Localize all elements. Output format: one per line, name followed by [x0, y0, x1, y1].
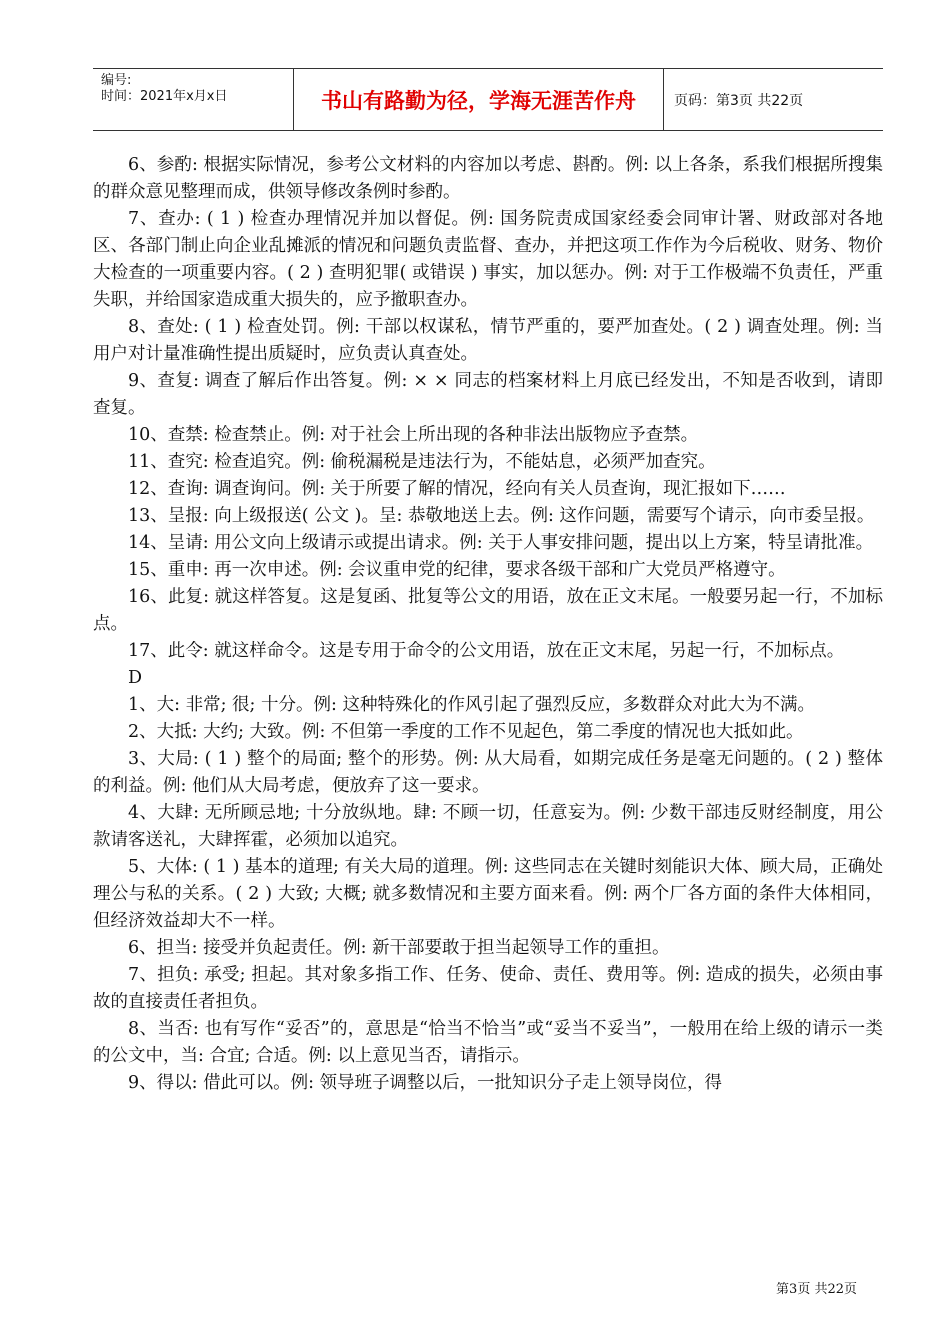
paragraph: 16、此复: 就这样答复。这是复函、批复等公文的用语，放在正文末尾。一般要另起一行，不加标点。 [93, 587, 883, 634]
motto: 书山有路勤为径，学海无涯苦作舟 [321, 88, 636, 113]
header-page-cell [664, 69, 883, 130]
page-label: 页码：第3页 共22页 [674, 92, 804, 109]
paragraph: 10、查禁: 检查禁止。例: 对于社会上所出现的各种非法出版物应予查禁。 [128, 425, 699, 445]
paragraph: 1、大: 非常; 很; 十分。例: 这种特殊化的作风引起了强烈反应，多数群众对此大为不满。 [128, 695, 815, 715]
paragraph: 6、参酌: 根据实际情况，参考公文材料的内容加以考虑、斟酌。例: 以上各条，系我们根据所搜集的群众意见整理而成，供领导修改条例时参酌。 [93, 155, 883, 202]
paragraph: 7、查办: ( 1 ) 检查办理情况并加以督促。例: 国务院责成国家经委会同审计署、财政部对各地区、各部门制止向企业乱摊派的情况和问题负责监督、查办，并把这项工作作为今后税收、财务、物价大检查的一项重要内容。( 2 ) 查明犯罪( 或错误 ) 事实，加以惩办。例: 对于工作极端不负责任，严重失职，并给国家造成重大损失的，应予撤职查办。 [93, 209, 883, 310]
header-meta [93, 69, 294, 130]
paragraph: 9、查复: 调查了解后作出答复。例: × × 同志的档案材料上月底已经发出，不知是否收到，请即查复。 [93, 371, 883, 418]
code-label: 编号: [101, 73, 132, 88]
paragraph: 4、大肆: 无所顾忌地; 十分放纵地。肆: 不顾一切，任意妄为。例: 少数干部违反财经制度，用公款请客送礼，大肆挥霍，必须加以追究。 [93, 803, 883, 850]
paragraph: 12、查询: 调查询问。例: 关于所要了解的情况，经向有关人员查询，现汇报如下…… [128, 479, 786, 499]
page-footer: 第3页 共22页 [776, 1282, 857, 1297]
paragraph: 6、担当: 接受并负起责任。例: 新干部要敢于担当起领导工作的重担。 [128, 938, 670, 958]
paragraph: 13、呈报: 向上级报送( 公文 )。呈: 恭敬地送上去。例: 这作问题，需要写个请示，向市委呈报。 [128, 506, 875, 526]
paragraph: 9、得以: 借此可以。例: 领导班子调整以后，一批知识分子走上领导岗位，得 [128, 1073, 723, 1093]
document-body [93, 152, 883, 1097]
section-heading: D [128, 668, 143, 688]
page-header [93, 68, 883, 131]
header-motto-cell [294, 69, 664, 130]
paragraph: 7、担负: 承受; 担起。其对象多指工作、任务、使命、责任、费用等。例: 造成的损失，必须由事故的直接责任者担负。 [93, 965, 883, 1012]
paragraph: 14、呈请: 用公文向上级请示或提出请求。例: 关于人事安排问题，提出以上方案，特呈请批准。 [128, 533, 874, 553]
paragraph: 17、此令: 就这样命令。这是专用于命令的公文用语，放在正文末尾，另起一行，不加标点。 [128, 641, 845, 661]
paragraph: 15、重申: 再一次申述。例: 会议重申党的纪律，要求各级干部和广大党员严格遵守。 [128, 560, 786, 580]
paragraph: 5、大体: ( 1 ) 基本的道理; 有关大局的道理。例: 这些同志在关键时刻能识大体、顾大局，正确处理公与私的关系。( 2 ) 大致; 大概; 就多数情况和主要方面来看。例: 两个厂各方面的条件大体相同，但经济效益却大不一样。 [93, 857, 883, 931]
paragraph: 2、大抵: 大约; 大致。例: 不但第一季度的工作不见起色，第二季度的情况也大抵如此。 [128, 722, 804, 742]
paragraph: 3、大局: ( 1 ) 整个的局面; 整个的形势。例: 从大局看，如期完成任务是毫无问题的。( 2 ) 整体的利益。例: 他们从大局考虑，便放弃了这一要求。 [93, 749, 883, 796]
paragraph: 11、查究: 检查追究。例: 偷税漏税是违法行为，不能姑息，必须严加查究。 [128, 452, 716, 472]
paragraph: 8、查处: ( 1 ) 检查处罚。例: 干部以权谋私，情节严重的，要严加查处。( 2 ) 调查处理。例: 当用户对计量准确性提出质疑时，应负责认真查处。 [93, 317, 883, 364]
paragraph: 8、当否: 也有写作“妥否”的，意思是“恰当不恰当”或“妥当不妥当”，一般用在给上级的请示一类的公文中，当: 合宜; 合适。例: 以上意见当否，请指示。 [93, 1019, 883, 1066]
time-label: 时间：2021年x月x日 [101, 89, 228, 104]
